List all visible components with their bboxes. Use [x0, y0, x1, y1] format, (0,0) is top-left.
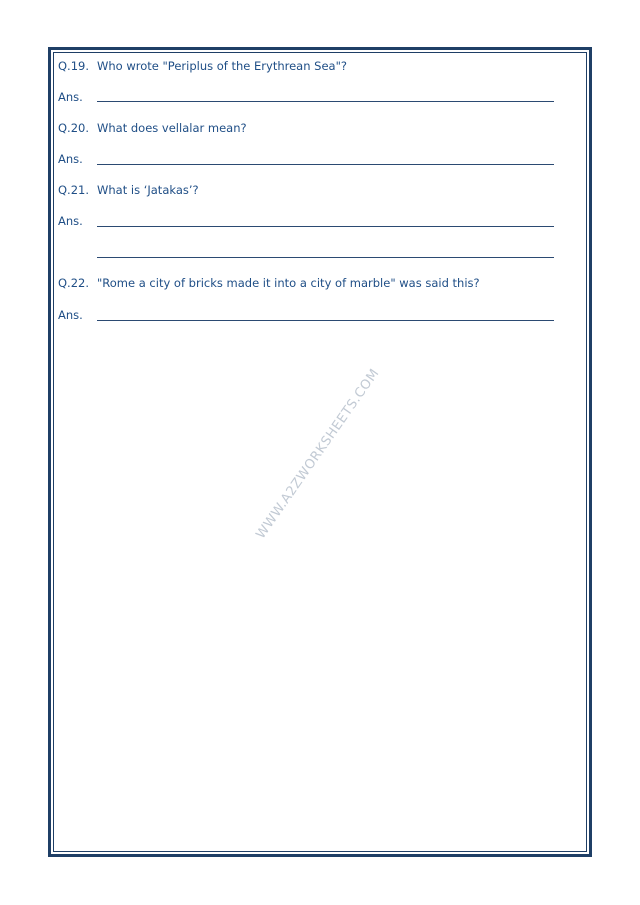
question-22-text: "Rome a city of bricks made it into a city of marble" was said this?	[97, 276, 480, 290]
watermark: WWW.A2ZWORKSHEETS.COM	[253, 366, 383, 542]
question-21-number: Q.21.	[58, 183, 89, 197]
question-19-number: Q.19.	[58, 59, 89, 73]
answer-21-label: Ans.	[58, 214, 83, 228]
answer-21-line-1[interactable]	[97, 226, 554, 227]
question-19-text: Who wrote "Periplus of the Erythrean Sea"?	[97, 59, 347, 73]
answer-22-label: Ans.	[58, 308, 83, 322]
question-21-text: What is ‘Jatakas’?	[97, 183, 199, 197]
answer-22-line-1[interactable]	[97, 320, 554, 321]
answer-20-line-1[interactable]	[97, 164, 554, 165]
question-20-number: Q.20.	[58, 121, 89, 135]
answer-20-label: Ans.	[58, 152, 83, 166]
question-22-number: Q.22.	[58, 276, 89, 290]
answer-21-line-2[interactable]	[97, 257, 554, 258]
answer-19-line-1[interactable]	[97, 101, 554, 102]
answer-19-label: Ans.	[58, 90, 83, 104]
question-20-text: What does vellalar mean?	[97, 121, 247, 135]
